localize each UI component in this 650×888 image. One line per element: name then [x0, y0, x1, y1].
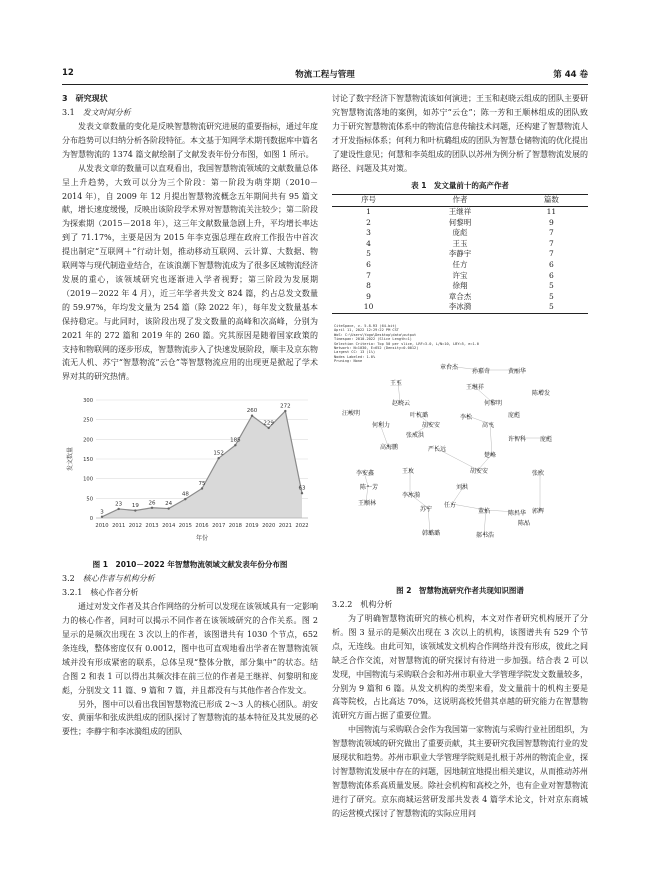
- header-rule: [62, 84, 588, 85]
- network-node-label: 郭辉: [532, 507, 545, 515]
- cell-index: 2: [366, 217, 371, 227]
- network-node-label: 黄丽华: [508, 367, 527, 375]
- network-node-label: 苏宁: [420, 505, 433, 513]
- cell-author: 章合杰: [448, 291, 472, 301]
- x-tick-label: 2022: [295, 523, 309, 530]
- left-column: [62, 92, 318, 739]
- data-label: 75: [198, 481, 206, 488]
- cell-count: 6: [549, 270, 554, 280]
- cell-author: 王玉: [452, 238, 468, 248]
- cell-index: 4: [366, 238, 371, 248]
- data-label: 260: [246, 408, 258, 415]
- section-3-1-title: 发文时间分析: [82, 108, 131, 117]
- section-3-2-number: 3.2: [62, 574, 75, 584]
- network-node-label: 庞彪: [508, 411, 521, 419]
- volume-label: 第 44 卷: [553, 70, 588, 80]
- cell-author: 王继祥: [448, 207, 472, 217]
- x-tick-label: 2013: [145, 523, 159, 530]
- network-node-label: 楚峰: [484, 451, 497, 459]
- network-node-label: 叶杭璐: [410, 411, 429, 419]
- data-point: [201, 488, 203, 490]
- data-label: 3: [100, 509, 104, 516]
- data-point: [184, 498, 186, 500]
- section-3-2-1-title: 核心作者分析: [90, 588, 139, 598]
- cell-index: 5: [366, 249, 371, 259]
- chart-svg: [62, 390, 318, 558]
- data-label: 185: [230, 437, 241, 444]
- paragraph-3: 通过对发文作者及其合作网络的分析可以发现在该领域具有一定影响力的核心作者，同时可以揭示不同作者在该领域研究的合作关系。图 2 显示的是频次出现在 3 次以上的作者，该图谱共有 1030 个节点，652 条连线，整体密度仅有 0.0012，图中也可直观地看出学者在智慧物流领域并没有形成紧密的联系，总体呈现“整体分散，部分集中”的状态。结合图 2 和表 1 可以得出其频次排在前三位的作者是王继祥、何黎明和庞彪，分别发文 11 篇、9 篇和 7 篇，并且都没有与其他作者合作发文。: [62, 602, 318, 695]
- data-point: [267, 427, 269, 429]
- cell-author: 徐翔: [452, 281, 468, 291]
- network-node-label: 章合杰: [440, 363, 459, 371]
- data-point: [167, 508, 169, 510]
- data-label: 272: [280, 403, 291, 410]
- x-tick-label: 2015: [178, 523, 192, 530]
- cell-count: 6: [549, 260, 554, 269]
- paragraph-6: 为了明确智慧物流研究的核心机构，本文对作者研究机构展开了分析。图 3 显示的是频次出现在 3 次以上的机构，该图谱共有 529 个节点，无连线。由此可知，该领域发文机构合作网络并没有形成，彼此之间缺乏合作交流，对智慧物流的研究探讨有待进一步加强。结合表 2 可以发现，中国物流与采购联合会和苏州市职业大学管理学院发文数量较多，分别为 9 篇和 6 篇。从发文机构的类型来看，发文量前十的机构主要是高等院校，占比高达 70%，这说明高校凭借其卓越的研究能力在智慧物流研究方面占据了重要位置。: [332, 613, 588, 721]
- section-3-2-1-number: 3.2.1: [62, 588, 83, 598]
- cell-count: 5: [549, 302, 554, 312]
- data-point: [151, 507, 153, 509]
- figure-1-caption: 图 1 2010－2022 年智慧物流领域文献发表年份分布图: [92, 560, 288, 570]
- section-3-1-number: 3.1: [62, 108, 75, 117]
- cell-count: 7: [549, 238, 554, 248]
- section-3-2-2-number: 3.2.2: [332, 599, 353, 609]
- network-node-label: 李安鑫: [356, 469, 375, 477]
- data-point: [217, 457, 219, 459]
- data-label: 229: [263, 420, 274, 427]
- x-tick-label: 2012: [128, 523, 142, 530]
- figure-2-caption: 图 2 智慧物流研究作者共现知识图谱: [396, 585, 524, 595]
- network-node-label: 许智科: [508, 435, 527, 443]
- network-node-label: 孙嘉奇: [472, 367, 491, 375]
- cell-count: 5: [549, 291, 554, 301]
- data-label: 19: [131, 503, 139, 510]
- network-node-label: 王顺林: [358, 499, 377, 507]
- y-tick-label: 50: [86, 496, 93, 503]
- data-point: [251, 415, 253, 417]
- cell-index: 1: [366, 207, 371, 217]
- network-node-label: 王玉: [390, 379, 403, 387]
- y-tick-label: 150: [83, 457, 93, 464]
- page-number: 12: [62, 68, 74, 78]
- network-node-label: 董焰: [478, 507, 491, 515]
- network-node-label: 庞彪: [540, 435, 553, 443]
- network-node-label: 陈增发: [532, 389, 551, 397]
- x-axis-title: 年份: [195, 535, 209, 543]
- network-node-label: 王玫: [402, 467, 415, 475]
- cell-index: 8: [366, 281, 371, 291]
- network-node-label: 李松: [460, 413, 473, 421]
- network-node-label: 何利力: [372, 421, 391, 429]
- table-row: [332, 207, 588, 218]
- paragraph-2: 从发表文章的数量可以直观看出，我国智慧物流领域的文献数量总体呈上升趋势，大致可以分为三个阶段：第一阶段为萌芽期（2010－2014 年），自 2009 年 12 月提出智慧物流概念五年期间共有 95 篇文献，增长速度缓慢，反映出该阶段学术界对智慧物流关注较少；第二阶段为探索期（2015－2018 年），这三年文献数量急剧上升，平均增长率达到了 71.17%，主要是因为 2015 年李克强总理在政府工作报告中首次提出制定“互联网＋”行动计划，推动移动互联网、云计算、大数据、物联网等与现代制造业结合，在该浪潮下智慧物流成为了很多区域物流经济发展的重心，该领域研究也逐渐进入学者视野；第三阶段为发展期（2019－2022 年 4 月），近三年学者共发文 824 篇，约占总发文数量的 59.97%，年均发文量为 254 篇（除 2022 年），每年发文数量基本保持稳定。与此同时，该阶段出现了发文数量的高峰和次高峰，分别为 2021 年的 272 篇和 2019 年的 260 篇。究其原因是随着国家政策的支持和物联网的逐步形成，智慧物流步入了快速发展阶段，顺丰及京东物流无人机、苏宁“智慧物流”云仓”等智慧物流应用的出现更是掀起了学术界对其的研究热情。: [62, 163, 318, 382]
- network-node-label: 刘洪: [456, 483, 469, 491]
- network-node-label: 陈昌华: [508, 509, 527, 517]
- journal-title: 物流工程与管理: [295, 70, 355, 80]
- data-label: 48: [181, 491, 189, 498]
- data-label: 152: [213, 450, 224, 457]
- cell-count: 11: [546, 207, 557, 217]
- cell-author: 许宝: [452, 270, 468, 280]
- network-node-label: 高海鹏: [380, 443, 399, 451]
- y-axis-title: 发文数量: [67, 447, 74, 472]
- table-row: [332, 239, 588, 250]
- cell-count: 9: [549, 217, 554, 227]
- x-tick-label: 2019: [245, 523, 259, 530]
- network-node-label: 任方: [444, 501, 457, 509]
- x-tick-label: 2018: [228, 523, 242, 530]
- x-tick-label: 2011: [112, 523, 126, 530]
- x-tick-label: 2014: [162, 523, 176, 530]
- cell-count: 5: [549, 281, 554, 291]
- network-node-label: 何黎明: [484, 399, 503, 407]
- paragraph-5: 讨论了数字经济下智慧物流该如何演进；王玉和赵晓云组成的团队主要研究智慧物流落地的案例，如苏宁“云仓”；陈一芳和王顺林组成的团队致力于研究智慧物流体系中的物流信息传输技术问题，还构建了智慧物流人才开发指标体系；何利力和叶杭璐组成的团队为智慧仓储物流的优化提出了建设性意见；何慧和李英组成的团队以苏州为例分析了智慧物流发展的路径、问题及其对策。: [332, 94, 588, 173]
- table-body: [332, 207, 588, 314]
- section-3-2-title: 核心作者与机构分析: [82, 574, 155, 584]
- table-row: [332, 249, 588, 260]
- col-header-author: 作者: [452, 195, 468, 205]
- x-tick-label: 2021: [278, 523, 292, 530]
- table-header-row: [332, 195, 588, 207]
- table-row: [332, 218, 588, 229]
- data-label: 24: [165, 501, 173, 508]
- section-3-title: 3 研究现状: [62, 94, 108, 103]
- network-node-label: 陈一芳: [360, 483, 379, 491]
- table-row: [332, 281, 588, 292]
- table-1: [332, 194, 588, 314]
- y-tick-label: 250: [83, 417, 93, 424]
- cell-author: 李静宇: [448, 249, 472, 259]
- network-node-label: 张成洪: [406, 431, 425, 439]
- y-tick-label: 200: [83, 437, 93, 444]
- network-node-label: 张欣: [532, 469, 545, 477]
- y-tick-label: 100: [83, 476, 93, 483]
- section-3-2-2-heading: [332, 598, 588, 612]
- paragraph-7: 中国物流与采购联合会作为我国第一家物流与采购行业社团组织，为智慧物流领域的研究做出了重要贡献，其主要研究我国智慧物流行业的发展现状和趋势。苏州市职业大学管理学院则是扎根于苏州的物流企业，探讨智慧物流发展中存在的问题，因地制宜地提出相关建议，从而推动苏州智慧物流体系高质量发展。除社会机构和高校之外，也有企业对智慧物流进行了研究。京东商城运营研发部共发表 4 篇学术论文，针对京东商城的运营模式探讨了智慧物流的实际应用问: [332, 725, 588, 818]
- network-node-label: 高飞: [482, 421, 495, 429]
- network-node-label: 郝书浩: [476, 531, 495, 539]
- figure-2-network: [332, 322, 588, 584]
- table-1-caption: 表 1 发文量前十的高产作者: [411, 181, 509, 191]
- network-node-label: 王继祥: [466, 383, 485, 391]
- data-point: [301, 492, 303, 494]
- data-point: [117, 508, 119, 510]
- section-3-1-heading: [62, 106, 318, 120]
- network-node-label: 汪峻明: [342, 409, 361, 417]
- citespace-info: CiteSpace, v. 5.8.R3 (64-bit) April 11, 2022 12:29:22 PM CST WoS: C:\Users\Yoga\Desktop\data\output Timespan: 2010-2022 (Slice Length=1) Selection Criteria: Top 50 per slice, LRF=3.0, L/N=10, LBY=5, e=1.0 Network: N=1030, E=652 (Density=0.0012) Largest CC: 13 (1%) Nodes Labeled: 1.0% Pruning: None: [334, 323, 479, 364]
- network-node-label: 严长远: [428, 445, 447, 453]
- cell-count: 7: [549, 249, 554, 259]
- cell-index: 9: [366, 291, 371, 301]
- table-row: [332, 228, 588, 239]
- cell-author: 庞彪: [452, 228, 468, 238]
- network-node-label: 韩璐璐: [422, 529, 441, 537]
- right-column: [332, 92, 588, 821]
- table-row: [332, 260, 588, 271]
- cell-index: 10: [363, 302, 374, 312]
- x-tick-label: 2010: [95, 523, 109, 530]
- cell-index: 3: [366, 228, 371, 238]
- network-node-label: 李冰漪: [402, 491, 421, 499]
- figure-1-chart: [62, 390, 318, 558]
- cell-author: 任方: [452, 260, 468, 269]
- area-fill: [102, 411, 302, 518]
- table-row: [332, 302, 588, 313]
- network-node-label: 胡安安: [470, 467, 489, 475]
- cell-author: 何黎明: [448, 217, 472, 227]
- paragraph-4: 另外，图中可以看出我国智慧物流已形成 2～3 人的核心团队。胡安安、黄丽华和张成洪组成的团队探讨了智慧物流的基本特征及其发展的必要性；李静宇和李冰漪组成的团队: [62, 699, 318, 737]
- cell-index: 7: [366, 270, 371, 280]
- data-point: [284, 410, 286, 412]
- x-tick-label: 2016: [195, 523, 209, 530]
- y-tick-label: 300: [83, 398, 93, 405]
- cell-index: 6: [366, 260, 371, 269]
- col-header-count: 篇数: [543, 195, 559, 205]
- data-label: 26: [148, 500, 156, 507]
- col-header-index: 序号: [361, 195, 377, 205]
- cell-author: 李冰漪: [448, 302, 472, 312]
- paragraph-1: 发表文章数量的变化是反映智慧物流研究进展的重要指标，通过年度分布趋势可以归纳分析各阶段特征。本文基于知网学术期刊数据库中篇名为智慧物流的 1374 篇文献绘制了文献发表年份分布图，如图 1 所示。: [62, 122, 318, 159]
- data-point: [134, 510, 136, 512]
- data-label: 23: [115, 501, 123, 508]
- network-node-label: 陈品: [518, 519, 531, 527]
- section-3-2-heading: [62, 572, 318, 586]
- page-header: [62, 68, 588, 84]
- data-point: [234, 444, 236, 446]
- network-node-label: 赵晓云: [392, 399, 411, 407]
- data-label: 63: [298, 485, 306, 492]
- cell-count: 7: [549, 228, 554, 238]
- network-node-label: 胡安安: [422, 421, 441, 429]
- table-row: [332, 271, 588, 282]
- table-row: [332, 292, 588, 303]
- x-tick-label: 2020: [262, 523, 276, 530]
- data-point: [101, 516, 103, 518]
- section-3-2-2-title: 机构分析: [360, 599, 393, 609]
- x-tick-label: 2017: [212, 523, 226, 530]
- section-3-2-1-heading: [62, 586, 318, 600]
- y-tick-label: 0: [89, 516, 93, 523]
